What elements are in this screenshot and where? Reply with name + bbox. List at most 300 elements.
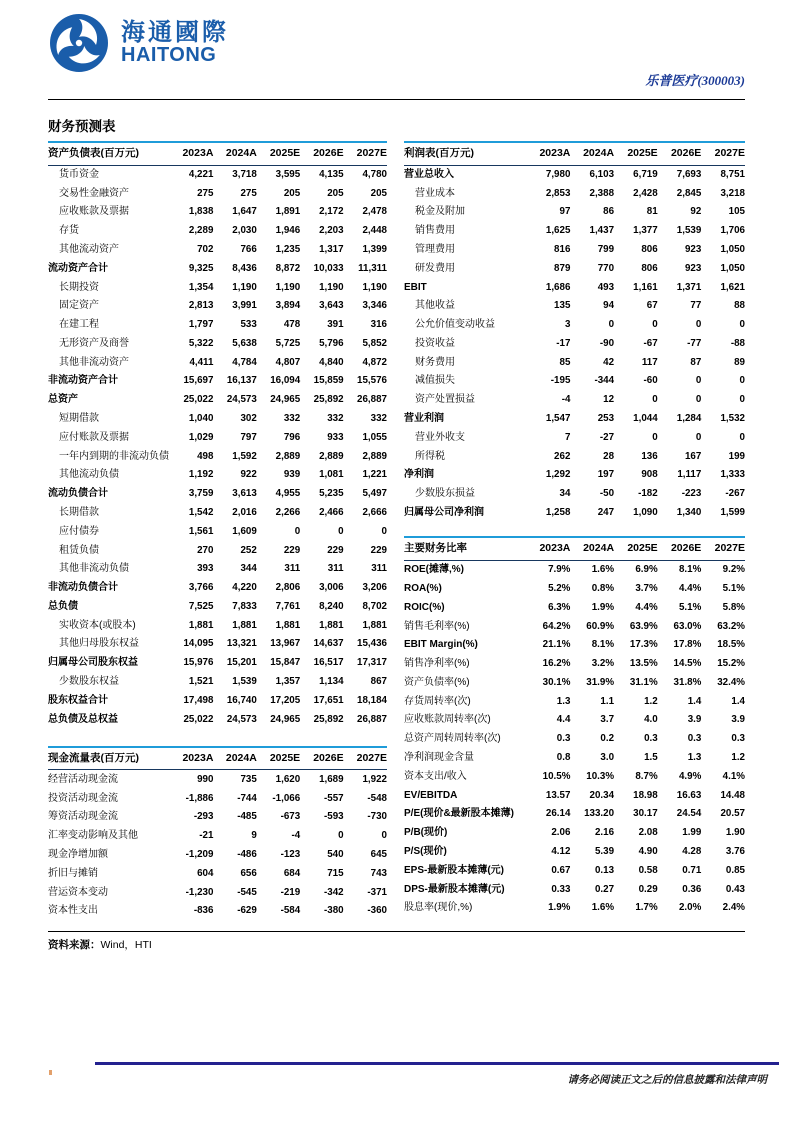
row-value: 0.29 (638, 883, 658, 895)
row-value: 275 (240, 187, 257, 199)
table-row (48, 883, 387, 902)
row-value: 2,889 (362, 450, 387, 462)
row-label: 净利润现金含量 (404, 752, 474, 764)
row-value: 0.36 (682, 883, 702, 895)
row-value: 2,478 (362, 206, 387, 218)
row-value: 16,137 (226, 375, 257, 387)
table-row (404, 428, 745, 447)
row-value: 10.3% (586, 770, 615, 782)
table-row (48, 222, 387, 241)
year-column-header: 2027E (344, 142, 387, 165)
row-value: 88 (734, 300, 745, 312)
row-value: 5,852 (362, 337, 387, 349)
income-statement-table (404, 141, 745, 522)
row-value: -60 (643, 375, 658, 387)
row-value: 1,050 (720, 262, 745, 274)
row-value: 1,090 (633, 506, 658, 518)
row-value: 645 (370, 848, 387, 860)
row-value: 1.9% (548, 902, 571, 914)
row-value: 316 (370, 319, 387, 331)
row-value: 1.7% (635, 902, 658, 914)
footer-disclaimer: 请务必阅读正文之后的信息披露和法律声明 (567, 1075, 767, 1086)
row-value: -293 (193, 811, 214, 823)
row-value: 8.1% (678, 564, 702, 576)
row-value: 1,621 (720, 281, 745, 293)
row-value: 1,599 (720, 506, 745, 518)
table-row (48, 203, 387, 222)
row-value: 0.67 (551, 864, 571, 876)
row-value: 1,235 (275, 244, 301, 256)
haitong-logo (48, 12, 229, 74)
row-value: 81 (646, 206, 658, 218)
row-label: 总资产 (48, 394, 78, 406)
row-label: 非流动负债合计 (48, 582, 118, 594)
row-value: 1.3 (687, 752, 702, 764)
row-value: 1,532 (720, 413, 745, 425)
row-value: -17 (556, 337, 571, 349)
row-label: DPS-最新股本摊薄(元) (404, 883, 505, 895)
row-value: 1.90 (725, 827, 745, 839)
row-value: 1,055 (362, 431, 387, 443)
row-value: 252 (240, 544, 257, 556)
table-row (48, 504, 387, 523)
row-label: 长期借款 (59, 506, 99, 518)
row-value: 4,955 (275, 488, 301, 500)
brand-name-cn: 海通國際 (121, 18, 229, 46)
row-value: -673 (280, 811, 301, 823)
row-value: 3,206 (362, 582, 387, 594)
row-value: 136 (641, 450, 658, 462)
row-value: 1,689 (319, 773, 344, 785)
row-label: 归属母公司净利润 (404, 506, 484, 518)
year-column-header: 2027E (701, 142, 745, 165)
row-label: 在建工程 (59, 319, 99, 331)
row-value: 3.76 (725, 845, 745, 857)
row-value: 15,859 (313, 375, 344, 387)
row-value: 1,190 (232, 281, 257, 293)
row-value: 8.7% (635, 770, 658, 782)
row-value: 2.16 (594, 827, 615, 839)
table-row (48, 165, 387, 184)
row-value: 3,894 (275, 300, 301, 312)
row-label: 应收账款及票据 (59, 206, 129, 218)
row-value: 8,240 (319, 600, 344, 612)
row-value: 498 (197, 450, 214, 462)
row-value: 1,891 (275, 206, 301, 218)
tables-layout (48, 141, 745, 921)
row-value: 5.8% (722, 601, 745, 613)
row-value: -219 (280, 886, 301, 898)
row-label: ROIC(%) (404, 601, 445, 613)
table-row (404, 316, 745, 335)
row-value: 92 (690, 206, 702, 218)
row-value: 85 (559, 356, 571, 368)
row-value: 14,637 (313, 638, 344, 650)
row-value: 24,965 (270, 713, 301, 725)
row-value: 1,547 (545, 413, 571, 425)
row-value: 1,190 (275, 281, 301, 293)
row-value: 24.54 (676, 808, 702, 820)
row-label: EPS-最新股本摊薄(元) (404, 864, 504, 876)
row-value: 0 (739, 319, 745, 331)
row-value: 0 (338, 525, 344, 537)
row-value: -195 (550, 375, 571, 387)
row-value: 13,321 (226, 638, 257, 650)
page-header (48, 12, 745, 100)
row-value: -371 (367, 886, 387, 898)
row-value: 4.12 (551, 845, 571, 857)
row-label: 经营活动现金流 (48, 773, 118, 785)
row-value: 5.1% (722, 583, 745, 595)
row-label: 研发费用 (415, 262, 455, 274)
row-value: 1,357 (275, 675, 301, 687)
table-row (48, 184, 387, 203)
page-title: 财务预测表 (48, 119, 116, 134)
row-value: 1,340 (676, 506, 702, 518)
row-value: 5.2% (548, 583, 571, 595)
row-value: 5,638 (232, 337, 257, 349)
table-row (404, 580, 745, 599)
table-row (404, 636, 745, 655)
row-value: 0.3 (644, 733, 658, 745)
row-value: 1.5 (644, 752, 658, 764)
row-label: 归属母公司股东权益 (48, 657, 138, 669)
footer-rule (95, 1062, 779, 1065)
table-row (404, 410, 745, 429)
row-value: 1,317 (319, 244, 344, 256)
row-value: 197 (597, 469, 615, 481)
year-column-header: 2026E (658, 142, 702, 165)
row-value: 1,647 (232, 206, 257, 218)
row-value: 1,190 (362, 281, 387, 293)
row-label: 销售毛利率(%) (404, 620, 470, 632)
row-value: 0 (608, 319, 615, 331)
row-value: 1,050 (720, 244, 745, 256)
row-value: 1,437 (589, 225, 615, 237)
table-header-row (404, 142, 745, 165)
row-value: 253 (597, 413, 615, 425)
row-value: 8.1% (591, 639, 615, 651)
row-value: 3,991 (232, 300, 257, 312)
year-column-header: 2027E (344, 747, 387, 770)
row-value: 1,399 (362, 244, 387, 256)
row-value: 1,044 (633, 413, 658, 425)
table-row (48, 616, 387, 635)
row-value: 0.8% (591, 583, 615, 595)
row-value: 13.57 (545, 789, 571, 801)
row-label: 财务费用 (415, 356, 455, 368)
row-label: ROE(摊薄,%) (404, 564, 464, 576)
row-label: 实收资本(或股本) (59, 619, 136, 631)
row-value: 262 (554, 450, 571, 462)
row-value: 2.08 (638, 827, 658, 839)
row-value: 63.2% (717, 620, 745, 632)
row-value: 20.57 (720, 808, 745, 820)
row-value: 0 (695, 394, 702, 406)
row-value: 2,428 (633, 187, 658, 199)
row-value: 3.2% (591, 658, 615, 670)
row-value: 15,697 (183, 375, 214, 387)
row-value: 26,887 (357, 713, 387, 725)
row-label: 少数股东损益 (415, 488, 475, 500)
row-value: 24,573 (226, 394, 257, 406)
year-column-header: 2023A (170, 747, 213, 770)
row-label: 税金及附加 (415, 206, 465, 218)
row-value: 14,095 (183, 638, 214, 650)
row-value: 15,976 (183, 657, 214, 669)
row-value: 797 (240, 431, 257, 443)
row-value: 923 (684, 244, 702, 256)
row-value: -67 (643, 337, 658, 349)
row-value: -629 (237, 905, 257, 917)
row-value: 105 (728, 206, 745, 218)
row-value: 32.4% (717, 676, 745, 688)
table-row (48, 335, 387, 354)
row-value: 1.6% (591, 902, 615, 914)
row-value: 63.9% (629, 620, 658, 632)
row-value: 8,436 (232, 262, 257, 274)
row-value: 0 (739, 375, 745, 387)
row-value: 1,838 (188, 206, 214, 218)
row-value: -548 (367, 792, 387, 804)
row-value: 1,946 (275, 225, 301, 237)
row-value: 1,284 (676, 413, 702, 425)
row-value: 14.48 (720, 789, 745, 801)
row-value: 1.6% (591, 564, 615, 576)
row-value: 2,448 (362, 225, 387, 237)
row-value: -380 (323, 905, 344, 917)
table-row (48, 447, 387, 466)
row-value: 16,517 (313, 657, 344, 669)
table-row (404, 692, 745, 711)
right-column (404, 141, 745, 918)
row-value: 0.27 (594, 883, 615, 895)
row-label: 其他收益 (415, 300, 455, 312)
row-value: 30.17 (633, 808, 658, 820)
row-value: -123 (280, 848, 301, 860)
table-row (404, 297, 745, 316)
table-row (48, 808, 387, 827)
row-value: 2,806 (275, 582, 301, 594)
row-value: 1,539 (232, 675, 257, 687)
row-value: 4,220 (232, 582, 257, 594)
row-value: 3.7 (600, 714, 615, 726)
row-label: 公允价值变动收益 (415, 319, 495, 331)
table-row (48, 770, 387, 789)
row-value: 1,797 (188, 319, 214, 331)
row-value: 879 (554, 262, 571, 274)
row-label: 应收账款周转率(次) (404, 714, 491, 726)
row-value: -593 (323, 811, 344, 823)
row-value: 67 (646, 300, 658, 312)
row-value: 205 (283, 187, 301, 199)
row-value: 1,625 (545, 225, 571, 237)
row-value: 0 (338, 830, 344, 842)
row-value: 0 (695, 319, 702, 331)
tables-bottom-rule (48, 931, 745, 932)
row-value: 18.5% (717, 639, 745, 651)
row-label: ROA(%) (404, 583, 442, 595)
row-value: 1,333 (720, 469, 745, 481)
row-label: 投资活动现金流 (48, 792, 118, 804)
row-label: 总负债及总权益 (48, 713, 118, 725)
row-value: -88 (730, 337, 745, 349)
table-row (404, 674, 745, 693)
row-value: 939 (283, 469, 301, 481)
row-value: 0.58 (638, 864, 658, 876)
row-value: -50 (599, 488, 615, 500)
row-value: 133.20 (584, 808, 615, 820)
table-title: 主要财务比率 (404, 537, 527, 560)
row-value: 4,411 (189, 356, 214, 368)
row-value: 344 (240, 563, 257, 575)
table-row (48, 691, 387, 710)
row-value: -4 (291, 830, 301, 842)
row-label: 其他归母股东权益 (59, 638, 139, 650)
year-column-header: 2023A (527, 537, 571, 560)
row-value: 3.0 (600, 752, 615, 764)
row-value: 3,595 (275, 168, 301, 180)
row-value: 1,881 (188, 619, 214, 631)
row-label: EBIT Margin(%) (404, 639, 478, 651)
row-value: 1,161 (633, 281, 658, 293)
row-value: 4,872 (362, 356, 387, 368)
table-row (48, 485, 387, 504)
row-label: 流动资产合计 (48, 262, 108, 274)
row-label: 其他非流动负债 (59, 563, 129, 575)
row-value: 25,022 (183, 394, 214, 406)
row-value: 3.7% (635, 583, 658, 595)
table-title: 现金流量表(百万元) (48, 747, 170, 770)
row-value: -545 (237, 886, 257, 898)
table-row (48, 391, 387, 410)
row-value: 12 (603, 394, 615, 406)
row-value: 1,706 (720, 225, 745, 237)
row-value: 3,643 (319, 300, 344, 312)
row-value: 1,192 (188, 469, 214, 481)
row-value: 17.8% (673, 639, 702, 651)
year-column-header: 2023A (170, 142, 213, 165)
row-label: 非流动资产合计 (48, 375, 118, 387)
row-value: 311 (371, 563, 387, 575)
year-column-header: 2023A (527, 142, 571, 165)
row-value: 684 (283, 867, 301, 879)
row-value: 1.3 (556, 695, 571, 707)
row-label: 汇率变动影响及其他 (48, 830, 138, 842)
row-value: 533 (240, 319, 257, 331)
row-value: 766 (240, 244, 257, 256)
table-row (48, 316, 387, 335)
row-value: 332 (283, 413, 301, 425)
row-value: 64.2% (542, 620, 571, 632)
row-value: 2,266 (275, 506, 301, 518)
row-value: 7,761 (275, 600, 301, 612)
row-value: 4.4 (556, 714, 571, 726)
row-value: 0.8 (556, 752, 571, 764)
row-label: 净利润 (404, 469, 434, 481)
row-value: 167 (684, 450, 702, 462)
row-value: 1.4 (731, 695, 745, 707)
row-value: 816 (554, 244, 571, 256)
row-value: 0 (381, 525, 387, 537)
table-row (404, 278, 745, 297)
row-label: 其他流动资产 (59, 244, 119, 256)
row-value: 31.1% (629, 676, 658, 688)
row-label: 少数股东权益 (59, 675, 119, 687)
key-ratios-table (404, 536, 745, 917)
row-value: 42 (603, 356, 615, 368)
row-label: 总资产周转周转率(次) (404, 733, 501, 745)
row-value: 2.0% (678, 902, 702, 914)
table-row (404, 203, 745, 222)
row-value: 2,030 (232, 225, 257, 237)
row-value: 0.71 (682, 864, 702, 876)
row-value: 26.14 (545, 808, 571, 820)
table-row (404, 184, 745, 203)
row-value: -486 (237, 848, 257, 860)
table-row (404, 391, 745, 410)
row-value: 4.4% (678, 583, 702, 595)
row-value: 1.2 (731, 752, 745, 764)
row-value: 8,872 (275, 262, 301, 274)
row-value: 2,845 (676, 187, 702, 199)
row-value: 17,317 (357, 657, 387, 669)
row-value: 493 (597, 281, 615, 293)
row-value: 8,751 (720, 168, 745, 180)
row-label: 短期借款 (59, 413, 99, 425)
row-value: 15,847 (270, 657, 301, 669)
row-value: 16,740 (226, 694, 257, 706)
row-value: 7 (564, 431, 571, 443)
table-title: 利润表(百万元) (404, 142, 527, 165)
row-value: 1,881 (275, 619, 301, 631)
row-value: 135 (554, 300, 571, 312)
table-row (404, 899, 745, 918)
row-value: -77 (687, 337, 702, 349)
row-value: -342 (323, 886, 344, 898)
row-value: 87 (690, 356, 702, 368)
row-label: EV/EBITDA (404, 789, 458, 801)
row-label: P/B(现价) (404, 827, 448, 839)
row-value: 5,796 (319, 337, 344, 349)
row-value: 0 (739, 394, 745, 406)
row-value: 15.2% (717, 658, 745, 670)
row-value: 5,322 (188, 337, 214, 349)
year-column-header: 2025E (614, 537, 658, 560)
table-row (404, 861, 745, 880)
row-value: 1,620 (275, 773, 301, 785)
table-row (404, 711, 745, 730)
table-row (48, 864, 387, 883)
row-value: 9,325 (188, 262, 214, 274)
row-value: 6,103 (589, 168, 615, 180)
row-value: 3,718 (232, 168, 257, 180)
row-value: 0.3 (687, 733, 702, 745)
row-value: 2,172 (319, 206, 344, 218)
row-value: 3,613 (232, 488, 257, 500)
row-value: 30.1% (542, 676, 571, 688)
row-value: 34 (559, 488, 571, 500)
row-value: 15,576 (357, 375, 387, 387)
row-label: 折旧与摊销 (48, 867, 98, 879)
table-row (404, 447, 745, 466)
row-value: 1,609 (232, 525, 257, 537)
row-value: 0 (695, 375, 702, 387)
row-value: -730 (367, 811, 387, 823)
row-label: 投资收益 (415, 337, 455, 349)
table-row (48, 654, 387, 673)
row-value: 10.5% (542, 770, 571, 782)
